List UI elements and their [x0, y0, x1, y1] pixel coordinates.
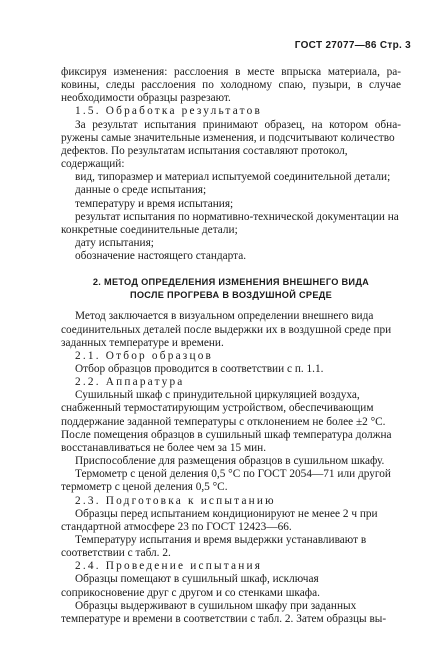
paragraph: Сушильный шкаф с принудительной циркуляцией воздуха, снабженный термостатирующим устройством, обеспечивающим поддержание заданной температуры с отклонением не более ±2 °С. После помещения образцов в сушильный шкаф температура должна восстанавливаться не более чем за 15 мин. — [61, 389, 392, 454]
page-body — [61, 66, 401, 626]
body-line: фиксируя изменения: расслоения в месте впрыска материала, ра- — [61, 66, 401, 78]
body-line: необходимости образцы разрезают. — [61, 92, 231, 105]
paragraph: Образцы выдерживают в сушильном шкафу при заданных температуре и времени в соответствии с табл. 2. Затем образцы вы- — [61, 599, 387, 625]
section-title-line-2: ПОСЛЕ ПРОГРЕВА В ВОЗДУШНОЙ СРЕДЕ — [129, 290, 333, 301]
subsection-heading: 1.5. Обработка результатов — [75, 105, 262, 118]
list-item: дату испытания; — [75, 237, 154, 250]
subsection-heading: 2.1. Отбор образцов — [75, 349, 214, 362]
list-item: вид, типоразмер и материал испытуемой соединительной детали; — [75, 171, 391, 184]
subsection-heading: 2.4. Проведение испытания — [75, 560, 263, 573]
body-line: ковины, следы расслоения по холодному спаю, пузыри, в случае — [61, 79, 401, 92]
body-line: За результат испытания принимают образец, на котором обна- — [75, 118, 401, 131]
paragraph: Образцы перед испытанием кондиционируют не менее 2 ч при стандартной атмосфере 23 по ГОСТ 12423—66. — [61, 507, 378, 533]
paragraph: Термометр с ценой деления 0,5 °С по ГОСТ 2054—71 или другой термометр с ценой деления 0,5 °С. — [61, 468, 391, 494]
list-item: температуру и время испытания; — [75, 197, 234, 210]
list-item: обозначение настоящего стандарта. — [75, 250, 247, 263]
section-title — [61, 276, 401, 302]
paragraph: Температуру испытания и время выдержки устанавливают в соответствии с табл. 2. — [61, 534, 367, 560]
subsection-heading: 2.3. Подготовка к испытанию — [75, 494, 276, 507]
list-item: данные о среде испытания; — [75, 184, 207, 197]
paragraph: Образцы помещают в сушильный шкаф, исключая соприкосновение друг с другом и со стенками шкафа. — [61, 573, 320, 599]
paragraph: ружены самые значительные изменения, и подсчитывают количество дефектов. По результатам испытания составляют протокол, содержащий: — [61, 131, 395, 171]
paragraph: Отбор образцов проводится в соответствии с п. 1.1. — [75, 362, 324, 375]
paragraph: Метод заключается в визуальном определении внешнего вида соединительных деталей после выдержки их в воздушной среде при заданных температуре и времени. — [61, 310, 392, 349]
paragraph: Приспособление для размещения образцов в сушильном шкафу. — [75, 455, 385, 468]
page-header: ГОСТ 27077—86 Стр. 3 — [294, 40, 411, 51]
subsection-heading: 2.2. Аппаратура — [75, 376, 185, 389]
list-item: результат испытания по нормативно-технической документации на конкретные соединительные детали; — [61, 210, 399, 236]
section-title-line-1: 2. МЕТОД ОПРЕДЕЛЕНИЯ ИЗМЕНЕНИЯ ВНЕШНЕГО ВИДА — [92, 277, 370, 288]
